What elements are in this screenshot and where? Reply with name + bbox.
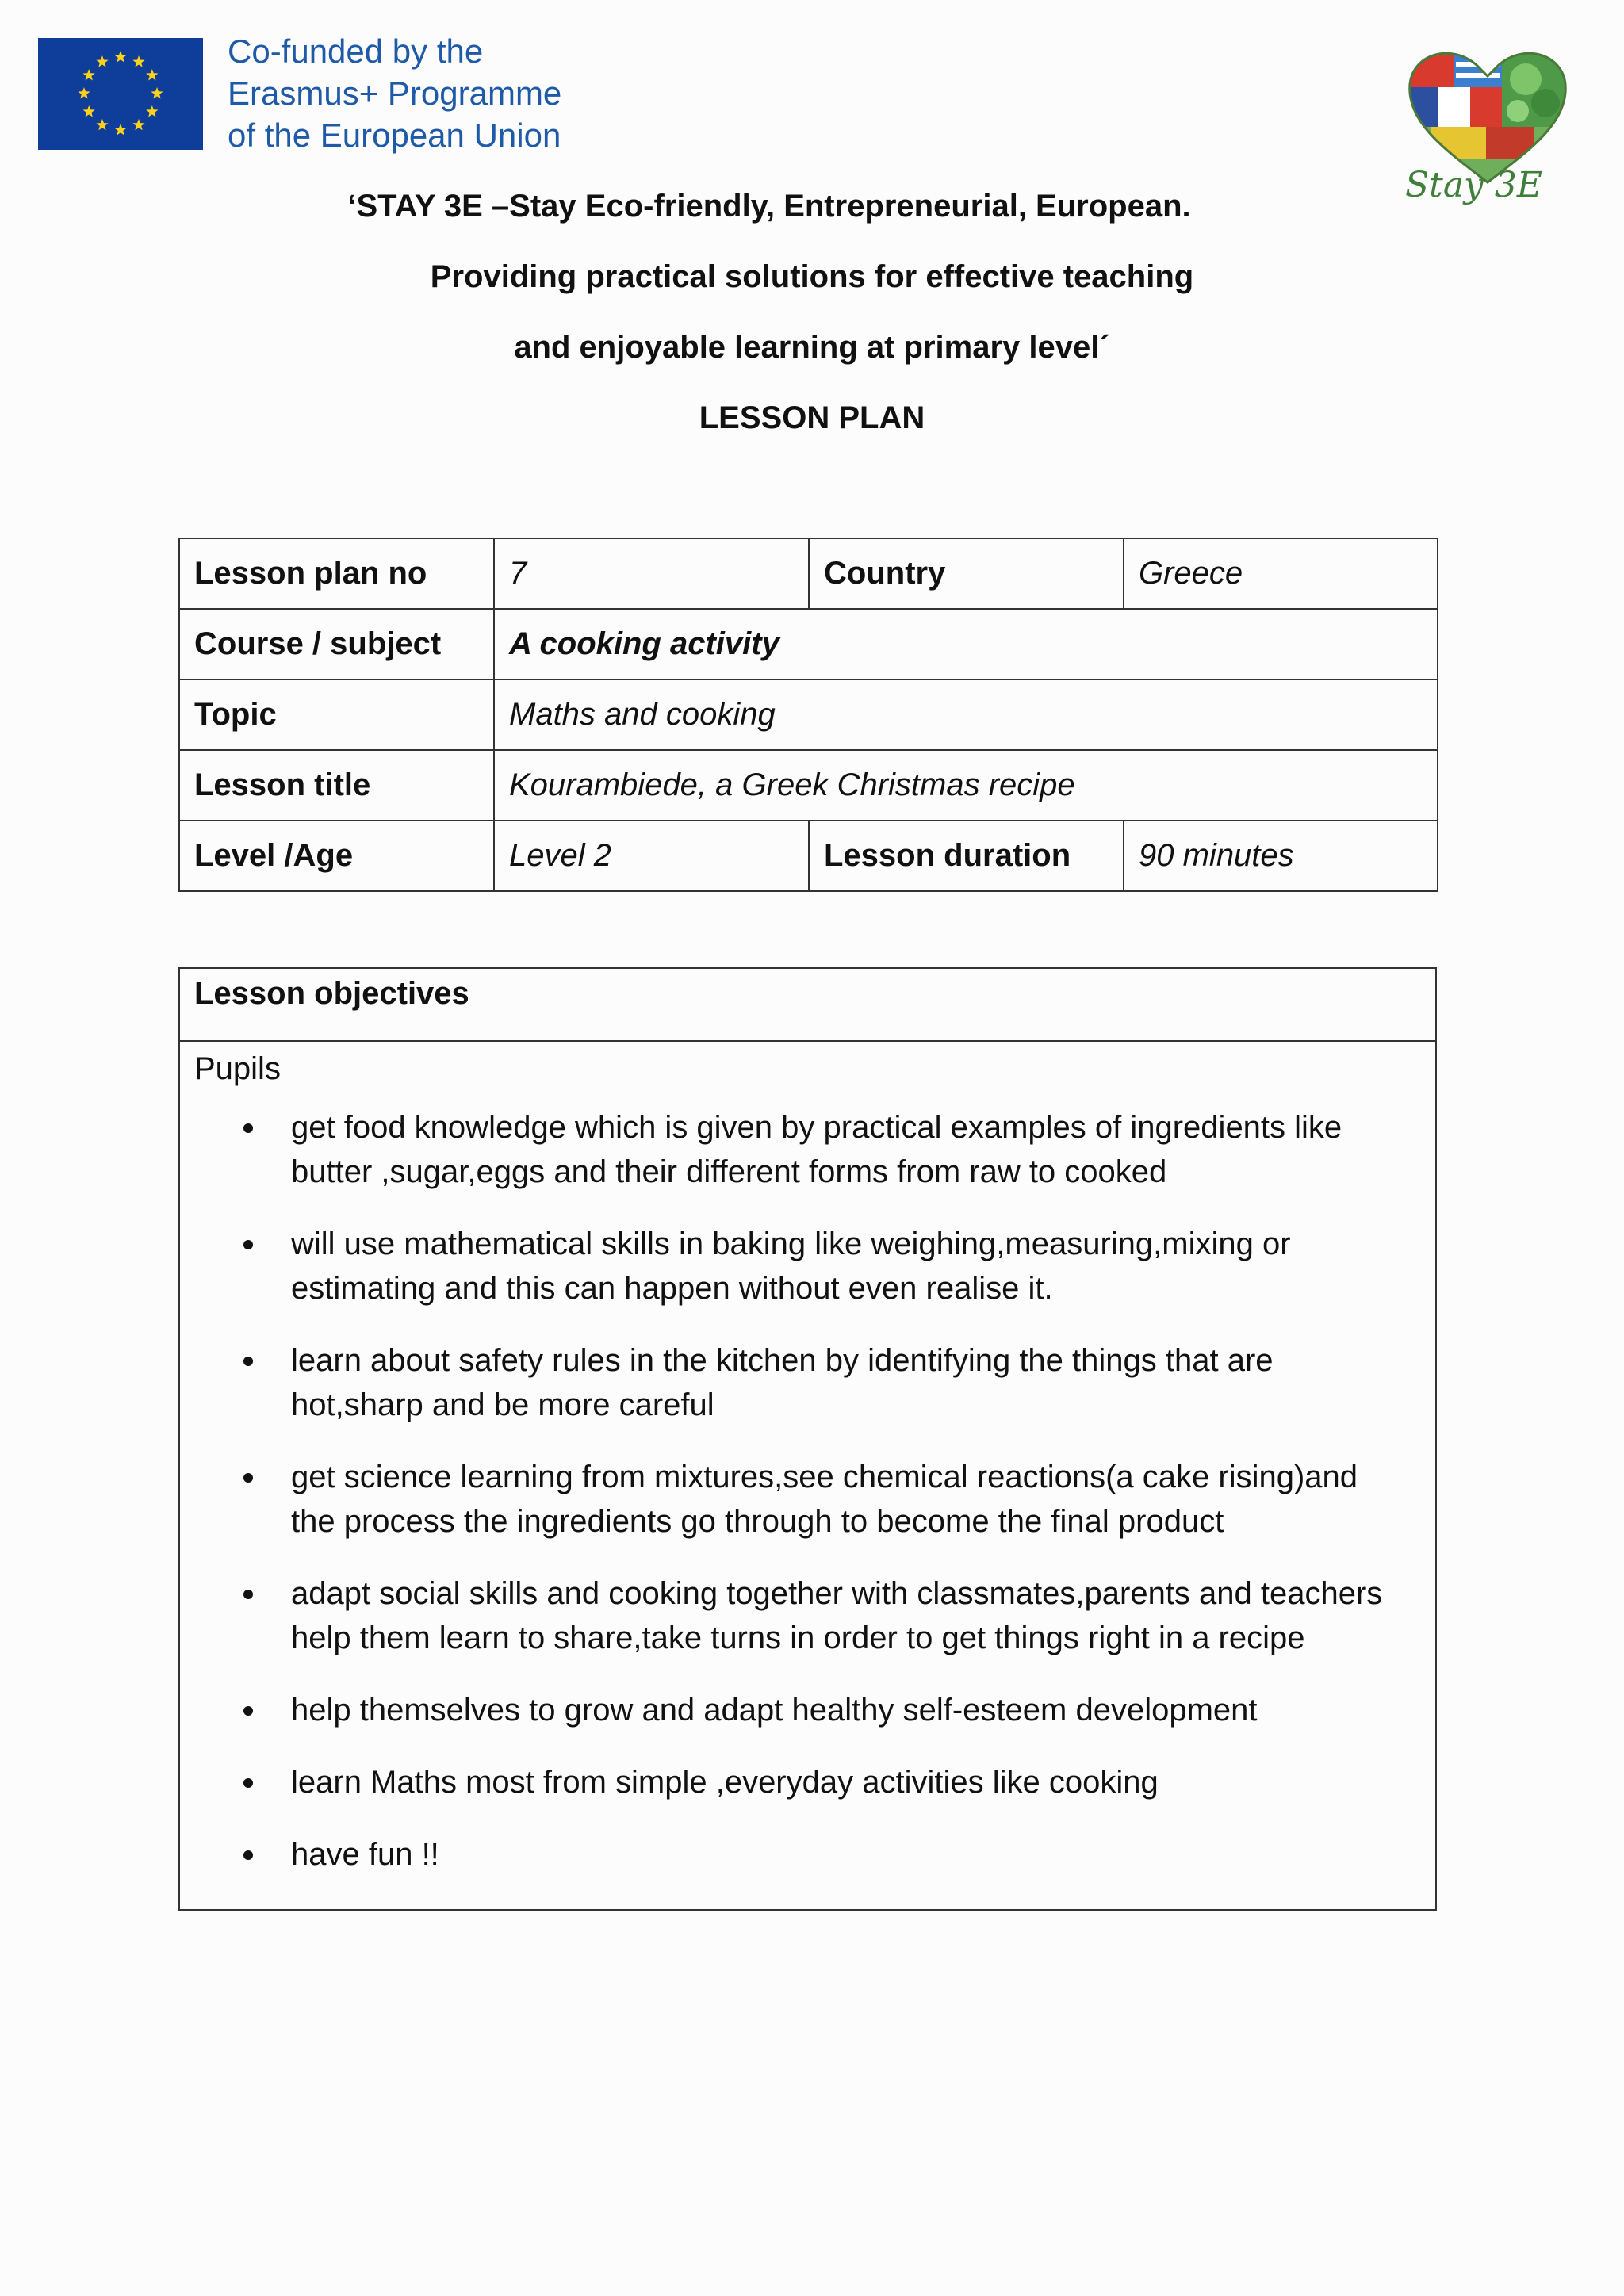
bullet-icon [243,1473,253,1483]
objective-line: help themselves to grow and adapt healthy self-esteem development [291,1693,1258,1728]
eu-flag-logo [38,38,203,150]
table-row [179,609,1438,679]
objective-line: will use mathematical skills in baking like weighing,measuring,mixing or [291,1226,1291,1261]
course-label: Course / subject [179,609,494,679]
lesson-plan-heading: LESSON PLAN [699,400,925,435]
eu-text-line-2: Erasmus+ Programme [228,75,562,112]
bullet-icon [243,1357,253,1366]
objective-item [291,1760,1435,1804]
bullet-icon [243,1778,253,1788]
topic-label: Topic [179,679,494,750]
objective-item [291,1832,1435,1877]
stay-3e-heart-logo [1399,32,1576,214]
table-row [179,538,1438,609]
objective-line: get science learning from mixtures,see chemical reactions(a cake rising)and [291,1460,1358,1494]
duration-value: 90 minutes [1124,821,1438,891]
bullet-icon [243,1850,253,1860]
project-title-line-3: and enjoyable learning at primary level´ [514,330,1110,365]
level-value: Level 2 [494,821,809,891]
country-value: Greece [1124,538,1438,609]
lesson-objectives-box [178,967,1437,1911]
bullet-icon [243,1123,253,1133]
topic-value: Maths and cooking [494,679,1438,750]
table-row [179,750,1438,821]
lesson-title-value: Kourambiede, a Greek Christmas recipe [494,750,1438,821]
objective-item [291,1105,1435,1194]
objective-line: adapt social skills and cooking together with classmates,parents and teachers [291,1576,1383,1611]
eu-text-line-1: Co-funded by the [228,33,484,70]
country-label: Country [809,538,1124,609]
objective-line: learn about safety rules in the kitchen by identifying the things that are [291,1343,1274,1378]
duration-label: Lesson duration [809,821,1124,891]
lesson-plan-no-value: 7 [494,538,809,609]
objective-item [291,1571,1435,1660]
lesson-info-table [178,538,1438,892]
lesson-objectives-heading: Lesson objectives [180,969,1435,1042]
level-label: Level /Age [179,821,494,891]
erasmus-funding-text [228,30,561,156]
bullet-icon [243,1590,253,1599]
objective-line: get food knowledge which is given by practical examples of ingredients like [291,1110,1342,1145]
table-row [179,679,1438,750]
objective-line: butter ,sugar,eggs and their different forms from raw to cooked [291,1154,1167,1189]
project-title-line-1: ‘STAY 3E –Stay Eco-friendly, Entrepreneurial, European. [347,189,1191,224]
pupils-label: Pupils [194,1051,281,1086]
objective-item [291,1688,1435,1732]
stay-3e-logo-text: Stay 3E [1405,165,1543,205]
objective-line: hot,sharp and be more careful [291,1387,714,1422]
lesson-plan-no-label: Lesson plan no [179,538,494,609]
table-row [179,821,1438,891]
objectives-list [180,1105,1435,1877]
objective-line: help them learn to share,take turns in order to get things right in a recipe [291,1621,1305,1655]
objective-item [291,1455,1435,1544]
lesson-title-label: Lesson title [179,750,494,821]
bullet-icon [243,1706,253,1716]
objective-item [291,1338,1435,1427]
objective-item [291,1222,1435,1311]
project-title-line-2: Providing practical solutions for effective teaching [430,259,1194,294]
eu-text-line-3: of the European Union [228,117,561,154]
course-value: A cooking activity [494,609,1438,679]
objective-line: estimating and this can happen without even realise it. [291,1271,1053,1306]
bullet-icon [243,1240,253,1249]
objective-line: the process the ingredients go through to become the final product [291,1504,1224,1539]
objective-line: have fun !! [291,1837,439,1872]
objective-line: learn Maths most from simple ,everyday activities like cooking [291,1765,1159,1800]
